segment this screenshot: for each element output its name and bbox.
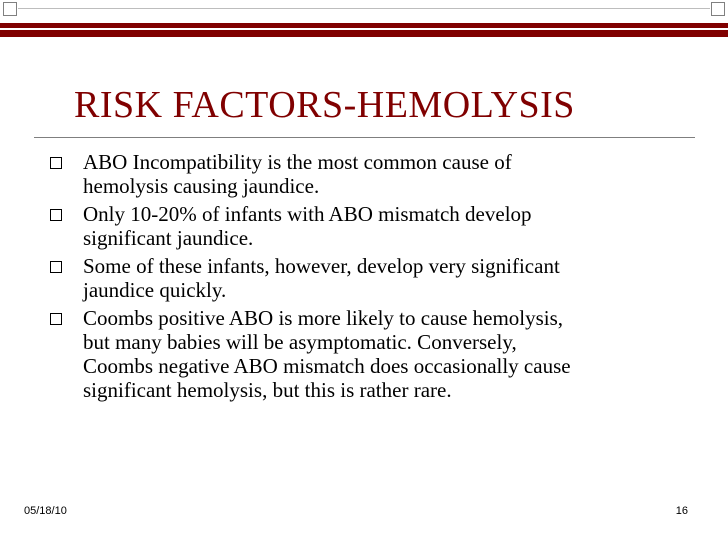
- bullet-line: hemolysis causing jaundice.: [83, 174, 320, 198]
- bullet-item: [44, 254, 704, 302]
- decorative-line: [18, 8, 710, 9]
- hollow-square-bullet-icon: [50, 157, 62, 169]
- title-divider: [34, 137, 695, 138]
- bullet-text: [83, 254, 704, 302]
- bullet-text: [83, 150, 704, 198]
- bullet-line: Coombs negative ABO mismatch does occasionally cause: [83, 354, 571, 378]
- bullet-line: Only 10-20% of infants with ABO mismatch develop: [83, 202, 532, 226]
- bullet-text: [83, 306, 704, 402]
- bullet-item: [44, 306, 704, 402]
- footer-page-number: 16: [675, 505, 688, 517]
- hollow-square-bullet-icon: [50, 261, 62, 273]
- top-decorative-bar: [0, 0, 728, 42]
- slide-title: RISK FACTORS-HEMOLYSIS: [74, 84, 575, 126]
- bullet-line: significant hemolysis, but this is rather rare.: [83, 378, 452, 402]
- bullet-text: [83, 202, 704, 250]
- bullet-line: but many babies will be asymptomatic. Conversely,: [83, 330, 517, 354]
- bullet-item: [44, 150, 704, 198]
- bullet-line: Coombs positive ABO is more likely to cause hemolysis,: [83, 306, 564, 330]
- bullet-line: significant jaundice.: [83, 226, 254, 250]
- decorative-square-icon: [711, 2, 725, 16]
- bullet-line: jaundice quickly.: [83, 278, 227, 302]
- footer-date: 05/18/10: [24, 505, 67, 517]
- hollow-square-bullet-icon: [50, 313, 62, 325]
- bullet-line: ABO Incompatibility is the most common cause of: [83, 150, 512, 174]
- hollow-square-bullet-icon: [50, 209, 62, 221]
- decorative-stripe: [0, 30, 728, 37]
- decorative-stripe: [0, 23, 728, 28]
- bullet-line: Some of these infants, however, develop very significant: [83, 254, 560, 278]
- decorative-square-icon: [3, 2, 17, 16]
- bullet-item: [44, 202, 704, 250]
- bullet-list: [44, 150, 704, 406]
